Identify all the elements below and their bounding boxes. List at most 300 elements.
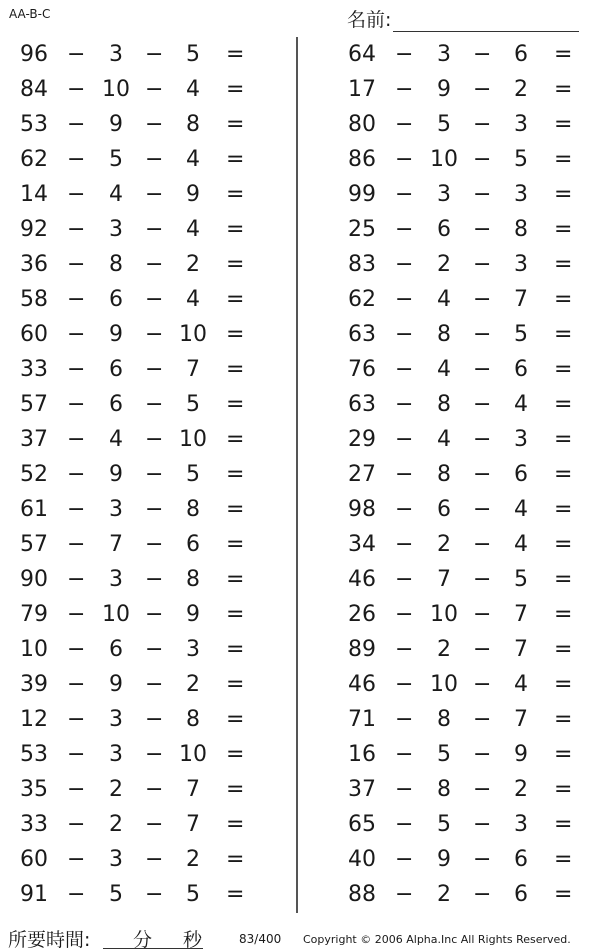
problem-row — [0, 458, 270, 493]
problem-row — [328, 283, 598, 318]
page-number: 83/400 — [239, 932, 282, 946]
equals-sign: = — [554, 812, 573, 837]
equals-sign: = — [554, 252, 573, 277]
operand-c: 6 — [514, 42, 528, 67]
minus-sign: − — [473, 637, 492, 662]
minus-sign: − — [395, 602, 414, 627]
operand-b: 3 — [109, 497, 123, 522]
operand-a: 25 — [348, 217, 376, 242]
problem-row — [328, 143, 598, 178]
operand-a: 61 — [20, 497, 48, 522]
problem-row — [328, 528, 598, 563]
problem-row — [328, 668, 598, 703]
operand-c: 4 — [514, 392, 528, 417]
equals-sign: = — [554, 462, 573, 487]
minus-sign: − — [145, 147, 164, 172]
operand-c: 4 — [186, 147, 200, 172]
operand-c: 6 — [514, 357, 528, 382]
minus-sign: − — [395, 147, 414, 172]
equals-sign: = — [226, 777, 245, 802]
operand-b: 2 — [437, 252, 451, 277]
operand-a: 79 — [20, 602, 48, 627]
equals-sign: = — [226, 357, 245, 382]
problem-row — [0, 738, 270, 773]
operand-b: 6 — [109, 357, 123, 382]
operand-c: 5 — [186, 882, 200, 907]
operand-c: 7 — [514, 637, 528, 662]
equals-sign: = — [554, 847, 573, 872]
operand-b: 7 — [109, 532, 123, 557]
operand-c: 5 — [514, 147, 528, 172]
problem-row — [328, 598, 598, 633]
worksheet-code: AA-B-C — [9, 7, 51, 21]
equals-sign: = — [554, 532, 573, 557]
problem-row — [328, 458, 598, 493]
operand-a: 63 — [348, 322, 376, 347]
operand-b: 4 — [437, 357, 451, 382]
problem-row — [0, 283, 270, 318]
operand-c: 6 — [514, 882, 528, 907]
operand-b: 5 — [437, 742, 451, 767]
operand-a: 29 — [348, 427, 376, 452]
minus-sign: − — [395, 637, 414, 662]
problem-row — [0, 38, 270, 73]
operand-a: 12 — [20, 707, 48, 732]
problem-row — [328, 178, 598, 213]
operand-a: 76 — [348, 357, 376, 382]
operand-c: 2 — [186, 252, 200, 277]
equals-sign: = — [226, 287, 245, 312]
minus-sign: − — [145, 532, 164, 557]
operand-c: 10 — [179, 742, 207, 767]
operand-a: 57 — [20, 532, 48, 557]
equals-sign: = — [226, 637, 245, 662]
operand-c: 5 — [186, 462, 200, 487]
operand-c: 7 — [514, 707, 528, 732]
equals-sign: = — [554, 882, 573, 907]
minus-sign: − — [67, 812, 86, 837]
problem-row — [328, 213, 598, 248]
operand-c: 7 — [514, 287, 528, 312]
minus-sign: − — [67, 217, 86, 242]
operand-b: 3 — [109, 742, 123, 767]
minus-sign: − — [145, 322, 164, 347]
minus-sign: − — [395, 182, 414, 207]
operand-a: 64 — [348, 42, 376, 67]
operand-a: 86 — [348, 147, 376, 172]
operand-c: 9 — [186, 602, 200, 627]
name-area — [347, 5, 579, 32]
operand-b: 3 — [109, 707, 123, 732]
equals-sign: = — [226, 847, 245, 872]
problem-row — [328, 808, 598, 843]
minus-sign: − — [67, 462, 86, 487]
problem-row — [328, 633, 598, 668]
operand-a: 90 — [20, 567, 48, 592]
equals-sign: = — [226, 322, 245, 347]
minus-sign: − — [473, 287, 492, 312]
minus-sign: − — [67, 427, 86, 452]
minus-sign: − — [145, 462, 164, 487]
minus-sign: − — [145, 602, 164, 627]
minus-sign: − — [473, 322, 492, 347]
problem-row — [0, 353, 270, 388]
minus-sign: − — [395, 532, 414, 557]
operand-c: 4 — [186, 217, 200, 242]
equals-sign: = — [226, 77, 245, 102]
operand-b: 5 — [437, 112, 451, 137]
equals-sign: = — [226, 392, 245, 417]
minus-sign: − — [395, 77, 414, 102]
operand-b: 5 — [437, 812, 451, 837]
problem-row — [328, 493, 598, 528]
operand-a: 80 — [348, 112, 376, 137]
operand-b: 6 — [109, 392, 123, 417]
operand-a: 39 — [20, 672, 48, 697]
minus-sign: − — [145, 497, 164, 522]
operand-a: 57 — [20, 392, 48, 417]
seconds-label: 秒 — [183, 929, 203, 951]
operand-a: 63 — [348, 392, 376, 417]
minus-sign: − — [67, 602, 86, 627]
problem-row — [328, 423, 598, 458]
problem-row — [0, 318, 270, 353]
minus-sign: − — [473, 392, 492, 417]
footer — [0, 925, 600, 952]
operand-a: 88 — [348, 882, 376, 907]
operand-c: 7 — [514, 602, 528, 627]
equals-sign: = — [554, 602, 573, 627]
operand-a: 53 — [20, 742, 48, 767]
problem-row — [0, 493, 270, 528]
operand-a: 98 — [348, 497, 376, 522]
equals-sign: = — [226, 602, 245, 627]
minus-sign: − — [67, 672, 86, 697]
operand-b: 9 — [109, 462, 123, 487]
operand-b: 6 — [109, 287, 123, 312]
column-divider — [296, 37, 298, 913]
equals-sign: = — [226, 42, 245, 67]
operand-c: 3 — [514, 812, 528, 837]
equals-sign: = — [554, 182, 573, 207]
minus-sign: − — [67, 357, 86, 382]
problem-row — [328, 843, 598, 878]
minus-sign: − — [473, 147, 492, 172]
minus-sign: − — [67, 742, 86, 767]
minus-sign: − — [67, 847, 86, 872]
operand-b: 10 — [430, 147, 458, 172]
minus-sign: − — [395, 357, 414, 382]
minus-sign: − — [67, 147, 86, 172]
operand-c: 7 — [186, 812, 200, 837]
minus-sign: − — [395, 847, 414, 872]
minus-sign: − — [395, 462, 414, 487]
minus-sign: − — [395, 812, 414, 837]
minus-sign: − — [145, 112, 164, 137]
operand-c: 8 — [514, 217, 528, 242]
equals-sign: = — [226, 112, 245, 137]
minus-sign: − — [473, 462, 492, 487]
operand-b: 4 — [437, 287, 451, 312]
operand-b: 3 — [437, 182, 451, 207]
operand-a: 10 — [20, 637, 48, 662]
minus-sign: − — [473, 777, 492, 802]
operand-a: 99 — [348, 182, 376, 207]
operand-b: 8 — [437, 392, 451, 417]
minus-sign: − — [473, 812, 492, 837]
operand-a: 65 — [348, 812, 376, 837]
minus-sign: − — [473, 357, 492, 382]
minus-sign: − — [145, 252, 164, 277]
operand-b: 9 — [437, 847, 451, 872]
minus-sign: − — [473, 707, 492, 732]
operand-b: 8 — [437, 707, 451, 732]
minus-sign: − — [395, 567, 414, 592]
problem-row — [0, 633, 270, 668]
minus-sign: − — [395, 42, 414, 67]
operand-c: 2 — [514, 777, 528, 802]
operand-a: 27 — [348, 462, 376, 487]
equals-sign: = — [226, 147, 245, 172]
operand-a: 91 — [20, 882, 48, 907]
minus-sign: − — [473, 882, 492, 907]
operand-b: 2 — [437, 882, 451, 907]
operand-b: 10 — [430, 602, 458, 627]
minus-sign: − — [145, 672, 164, 697]
operand-c: 8 — [186, 707, 200, 732]
minus-sign: − — [395, 287, 414, 312]
operand-a: 34 — [348, 532, 376, 557]
minus-sign: − — [67, 322, 86, 347]
problem-row — [0, 668, 270, 703]
minus-sign: − — [67, 77, 86, 102]
operand-c: 7 — [186, 357, 200, 382]
operand-c: 4 — [186, 77, 200, 102]
operand-a: 33 — [20, 357, 48, 382]
operand-c: 4 — [186, 287, 200, 312]
problem-column-right — [328, 38, 598, 913]
equals-sign: = — [226, 882, 245, 907]
equals-sign: = — [554, 217, 573, 242]
operand-b: 8 — [437, 462, 451, 487]
minus-sign: − — [395, 392, 414, 417]
operand-a: 26 — [348, 602, 376, 627]
equals-sign: = — [226, 217, 245, 242]
equals-sign: = — [226, 427, 245, 452]
operand-b: 7 — [437, 567, 451, 592]
minus-sign: − — [145, 777, 164, 802]
operand-a: 71 — [348, 707, 376, 732]
minus-sign: − — [67, 532, 86, 557]
operand-a: 16 — [348, 742, 376, 767]
operand-c: 5 — [514, 567, 528, 592]
equals-sign: = — [554, 147, 573, 172]
equals-sign: = — [226, 252, 245, 277]
operand-b: 6 — [109, 637, 123, 662]
operand-c: 7 — [186, 777, 200, 802]
operand-b: 3 — [109, 217, 123, 242]
equals-sign: = — [554, 42, 573, 67]
operand-b: 3 — [109, 847, 123, 872]
problem-row — [328, 878, 598, 913]
problem-column-left — [0, 38, 270, 913]
operand-c: 6 — [514, 462, 528, 487]
operand-b: 9 — [109, 672, 123, 697]
operand-b: 2 — [437, 637, 451, 662]
operand-c: 2 — [514, 77, 528, 102]
operand-b: 6 — [437, 217, 451, 242]
operand-b: 4 — [109, 182, 123, 207]
problem-row — [328, 773, 598, 808]
name-field[interactable] — [393, 11, 579, 32]
operand-a: 14 — [20, 182, 48, 207]
minus-sign: − — [145, 742, 164, 767]
minus-sign: − — [145, 77, 164, 102]
problem-row — [0, 423, 270, 458]
operand-a: 37 — [348, 777, 376, 802]
time-label: 所要時間: — [8, 929, 91, 951]
operand-b: 10 — [430, 672, 458, 697]
operand-c: 4 — [514, 672, 528, 697]
problem-row — [0, 878, 270, 913]
operand-a: 84 — [20, 77, 48, 102]
minus-sign: − — [145, 427, 164, 452]
operand-a: 46 — [348, 672, 376, 697]
minus-sign: − — [67, 567, 86, 592]
equals-sign: = — [554, 77, 573, 102]
equals-sign: = — [226, 182, 245, 207]
equals-sign: = — [226, 567, 245, 592]
minus-sign: − — [473, 742, 492, 767]
problem-row — [0, 773, 270, 808]
minus-sign: − — [395, 707, 414, 732]
problem-row — [328, 73, 598, 108]
operand-b: 5 — [109, 147, 123, 172]
minus-sign: − — [473, 77, 492, 102]
operand-a: 62 — [348, 287, 376, 312]
operand-a: 62 — [20, 147, 48, 172]
operand-c: 5 — [514, 322, 528, 347]
minus-sign: − — [67, 637, 86, 662]
equals-sign: = — [554, 567, 573, 592]
minus-sign: − — [395, 252, 414, 277]
operand-c: 10 — [179, 322, 207, 347]
operand-a: 35 — [20, 777, 48, 802]
minus-sign: − — [395, 217, 414, 242]
operand-c: 2 — [186, 847, 200, 872]
operand-c: 5 — [186, 392, 200, 417]
operand-c: 9 — [514, 742, 528, 767]
problem-row — [328, 318, 598, 353]
operand-b: 4 — [437, 427, 451, 452]
operand-a: 89 — [348, 637, 376, 662]
problem-row — [0, 178, 270, 213]
equals-sign: = — [226, 497, 245, 522]
operand-c: 4 — [514, 497, 528, 522]
minus-sign: − — [473, 427, 492, 452]
operand-b: 4 — [109, 427, 123, 452]
problem-row — [0, 248, 270, 283]
problem-row — [328, 353, 598, 388]
minus-sign: − — [473, 497, 492, 522]
problem-row — [0, 843, 270, 878]
minus-sign: − — [145, 392, 164, 417]
operand-a: 96 — [20, 42, 48, 67]
operand-b: 3 — [437, 42, 451, 67]
equals-sign: = — [226, 742, 245, 767]
operand-b: 8 — [437, 777, 451, 802]
operand-a: 46 — [348, 567, 376, 592]
operand-b: 2 — [109, 777, 123, 802]
operand-c: 3 — [514, 427, 528, 452]
equals-sign: = — [226, 707, 245, 732]
minutes-label: 分 — [133, 929, 153, 951]
problem-row — [328, 703, 598, 738]
operand-a: 60 — [20, 322, 48, 347]
problem-row — [0, 73, 270, 108]
equals-sign: = — [554, 672, 573, 697]
minus-sign: − — [395, 427, 414, 452]
operand-b: 6 — [437, 497, 451, 522]
problem-row — [0, 213, 270, 248]
minus-sign: − — [67, 287, 86, 312]
problem-row — [0, 388, 270, 423]
operand-c: 6 — [514, 847, 528, 872]
operand-a: 58 — [20, 287, 48, 312]
minus-sign: − — [145, 287, 164, 312]
minus-sign: − — [145, 357, 164, 382]
problem-row — [0, 563, 270, 598]
minus-sign: − — [473, 217, 492, 242]
minus-sign: − — [67, 882, 86, 907]
minus-sign: − — [145, 217, 164, 242]
minus-sign: − — [395, 777, 414, 802]
equals-sign: = — [554, 322, 573, 347]
equals-sign: = — [554, 637, 573, 662]
minus-sign: − — [145, 882, 164, 907]
equals-sign: = — [554, 427, 573, 452]
operand-a: 37 — [20, 427, 48, 452]
operand-c: 3 — [514, 112, 528, 137]
problem-row — [0, 703, 270, 738]
operand-a: 17 — [348, 77, 376, 102]
problem-row — [0, 108, 270, 143]
equals-sign: = — [554, 707, 573, 732]
minus-sign: − — [67, 112, 86, 137]
operand-a: 36 — [20, 252, 48, 277]
operand-b: 8 — [109, 252, 123, 277]
operand-c: 2 — [186, 672, 200, 697]
operand-b: 8 — [437, 322, 451, 347]
minus-sign: − — [145, 42, 164, 67]
minus-sign: − — [145, 707, 164, 732]
problem-row — [328, 563, 598, 598]
operand-b: 3 — [109, 42, 123, 67]
operand-b: 5 — [109, 882, 123, 907]
operand-c: 8 — [186, 497, 200, 522]
minus-sign: − — [145, 812, 164, 837]
operand-a: 53 — [20, 112, 48, 137]
minus-sign: − — [473, 42, 492, 67]
problem-row — [0, 528, 270, 563]
copyright: Copyright © 2006 Alpha.Inc All Rights Reserved. — [303, 933, 571, 946]
minus-sign: − — [473, 847, 492, 872]
operand-c: 6 — [186, 532, 200, 557]
minus-sign: − — [67, 497, 86, 522]
equals-sign: = — [226, 812, 245, 837]
operand-a: 40 — [348, 847, 376, 872]
minus-sign: − — [395, 497, 414, 522]
